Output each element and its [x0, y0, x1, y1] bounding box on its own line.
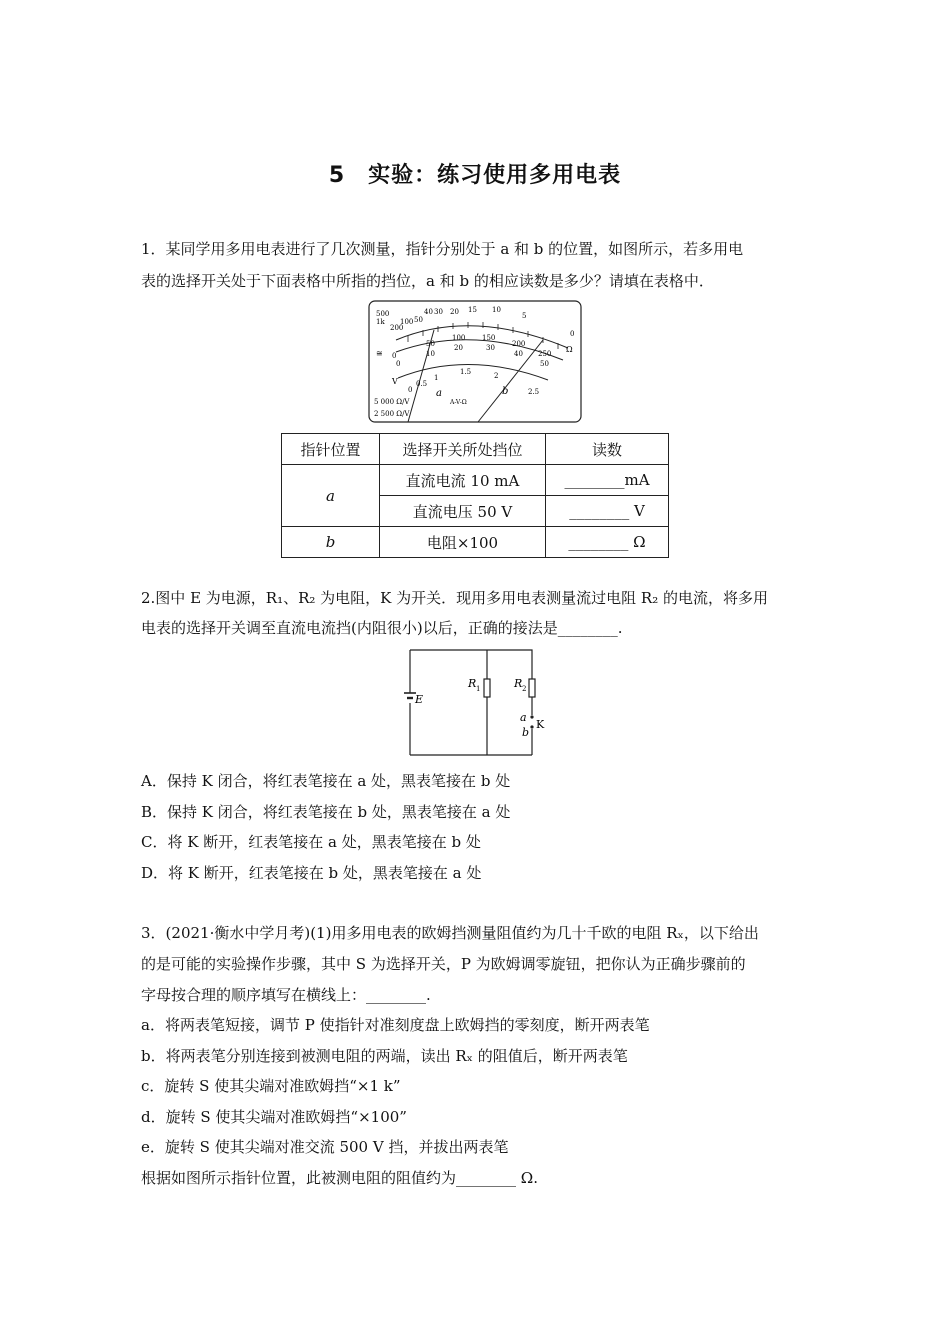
- q1-reading-table: [281, 433, 669, 558]
- table-cell-reading-blank[interactable]: ________ V: [546, 496, 669, 527]
- meter-ohm-0: 0: [570, 330, 575, 338]
- meter-dc-symbol: ≅: [376, 349, 383, 358]
- meter-sensitivity-5000: 5 000 Ω/V: [374, 398, 410, 406]
- meter-ohm-15: 15: [468, 306, 477, 314]
- meter-ac-0: 0: [408, 386, 413, 394]
- meter-dc-small-10: 10: [426, 350, 435, 358]
- q3-text-line2: 的是可能的实验操作步骤，其中 S 为选择开关，P 为欧姆调零旋钮，把你认为正确步骤前的: [141, 955, 746, 973]
- table-header-reading: 读数: [546, 434, 669, 465]
- meter-dc-200: 200: [512, 340, 526, 348]
- q3-step-e: e．旋转 S 使其尖端对准交流 500 V 挡，并拔出两表笔: [141, 1138, 509, 1156]
- meter-dc-250: 250: [538, 350, 552, 358]
- q2-text-line1: 2.图中 E 为电源，R₁、R₂ 为电阻，K 为开关．现用多用电表测量流过电阻 R₂ 的电流，将多用: [141, 589, 769, 607]
- meter-ohm-20: 20: [450, 308, 459, 316]
- q3-step-a: a．将两表笔短接，调节 P 使指针对准刻度盘上欧姆挡的零刻度，断开两表笔: [141, 1016, 650, 1034]
- meter-ohm-50: 50: [414, 316, 423, 324]
- q1-text-line2: 表的选择开关处于下面表格中所指的挡位，a 和 b 的相应读数是多少？请填在表格中．: [141, 272, 714, 290]
- table-cell-setting: 直流电压 50 V: [380, 496, 546, 527]
- meter-dc-small-40: 40: [514, 350, 523, 358]
- circuit-label-K: K: [536, 718, 545, 731]
- q3-final-question: 根据如图所示指针位置，此被测电阻的阻值约为________ Ω.: [141, 1169, 538, 1187]
- meter-pointer-b-label: b: [502, 386, 509, 397]
- meter-sensitivity-2500: 2 500 Ω/V: [374, 410, 410, 418]
- circuit-label-R1: R: [468, 677, 477, 690]
- q3-step-b: b．将两表笔分别连接到被测电阻的两端，读出 Rₓ 的阻值后，断开两表笔: [141, 1047, 628, 1065]
- q3-step-d: d．旋转 S 使其尖端对准欧姆挡“×100”: [141, 1108, 407, 1126]
- meter-dc-150: 150: [482, 334, 496, 342]
- q3-text-line1: 3．(2021·衡水中学月考)(1)用多用电表的欧姆挡测量阻值约为几十千欧的电阻 Rₓ，以下给出: [141, 924, 759, 942]
- page-title: 5 实验：练习使用多用电表: [328, 163, 622, 188]
- meter-ohm-1k: 1k: [376, 318, 385, 326]
- meter-ohm-100: 100: [400, 318, 414, 326]
- meter-pointer-a-label: a: [436, 388, 442, 399]
- table-cell-setting: 直流电流 10 mA: [380, 465, 546, 496]
- meter-ac-0-5: 0.5: [416, 380, 428, 388]
- meter-ohm-40: 40: [424, 308, 433, 316]
- q3-step-c: c．旋转 S 使其尖端对准欧姆挡“×1 k”: [141, 1077, 401, 1095]
- meter-mode-label: A-V-Ω: [450, 399, 467, 406]
- q2-option-A: A．保持 K 闭合，将红表笔接在 a 处，黑表笔接在 b 处: [141, 772, 511, 790]
- table-cell-pointer-a: a: [282, 465, 380, 527]
- q2-option-C: C．将 K 断开，红表笔接在 a 处，黑表笔接在 b 处: [141, 833, 481, 851]
- multimeter-dial-figure: [368, 300, 582, 423]
- circuit-label-E: E: [415, 693, 424, 706]
- circuit-label-b: b: [522, 726, 530, 739]
- meter-ohm-500: 500: [376, 310, 390, 318]
- meter-ac-1-5: 1.5: [460, 368, 472, 376]
- meter-ac-symbol: V: [392, 377, 398, 386]
- meter-ohm-symbol: Ω: [566, 345, 573, 354]
- table-cell-pointer-b: b: [282, 527, 380, 558]
- table-cell-reading-blank[interactable]: ________ Ω: [546, 527, 669, 558]
- table-cell-reading-blank[interactable]: ________mA: [546, 465, 669, 496]
- circuit-label-R2-sub: 2: [522, 685, 527, 693]
- meter-dc-small-50: 50: [540, 360, 549, 368]
- q2-option-B: B．保持 K 闭合，将红表笔接在 b 处，黑表笔接在 a 处: [141, 803, 511, 821]
- meter-ac-2: 2: [494, 372, 499, 380]
- table-cell-setting: 电阻×100: [380, 527, 546, 558]
- circuit-diagram: [400, 645, 550, 760]
- meter-dc-small-20: 20: [454, 344, 463, 352]
- meter-ohm-5: 5: [522, 312, 527, 320]
- meter-ac-2-5: 2.5: [528, 388, 540, 396]
- circuit-label-R2: R: [514, 677, 523, 690]
- q1-text-line1: 1．某同学用多用电表进行了几次测量，指针分别处于 a 和 b 的位置，如图所示，若多用电: [141, 240, 744, 258]
- meter-dc-small-0: 0: [396, 360, 401, 368]
- q2-text-line2: 电表的选择开关调至直流电流挡(内阻很小)以后，正确的接法是________.: [141, 619, 623, 637]
- meter-dc-100: 100: [452, 334, 466, 342]
- table-header-setting: 选择开关所处挡位: [380, 434, 546, 465]
- meter-ohm-10: 10: [492, 306, 501, 314]
- meter-ohm-200: 200: [390, 324, 404, 332]
- circuit-label-R1-sub: 1: [476, 685, 481, 693]
- meter-dc-50: 50: [426, 340, 435, 348]
- q2-option-D: D．将 K 断开，红表笔接在 b 处，黑表笔接在 a 处: [141, 864, 482, 882]
- table-header-pointer: 指针位置: [282, 434, 380, 465]
- circuit-label-a: a: [520, 711, 527, 724]
- meter-dc-0: 0: [392, 352, 397, 360]
- q3-text-line3: 字母按合理的顺序填写在横线上：________.: [141, 986, 431, 1004]
- meter-dc-small-30: 30: [486, 344, 495, 352]
- meter-ac-1: 1: [434, 374, 439, 382]
- meter-ohm-30: 30: [434, 308, 443, 316]
